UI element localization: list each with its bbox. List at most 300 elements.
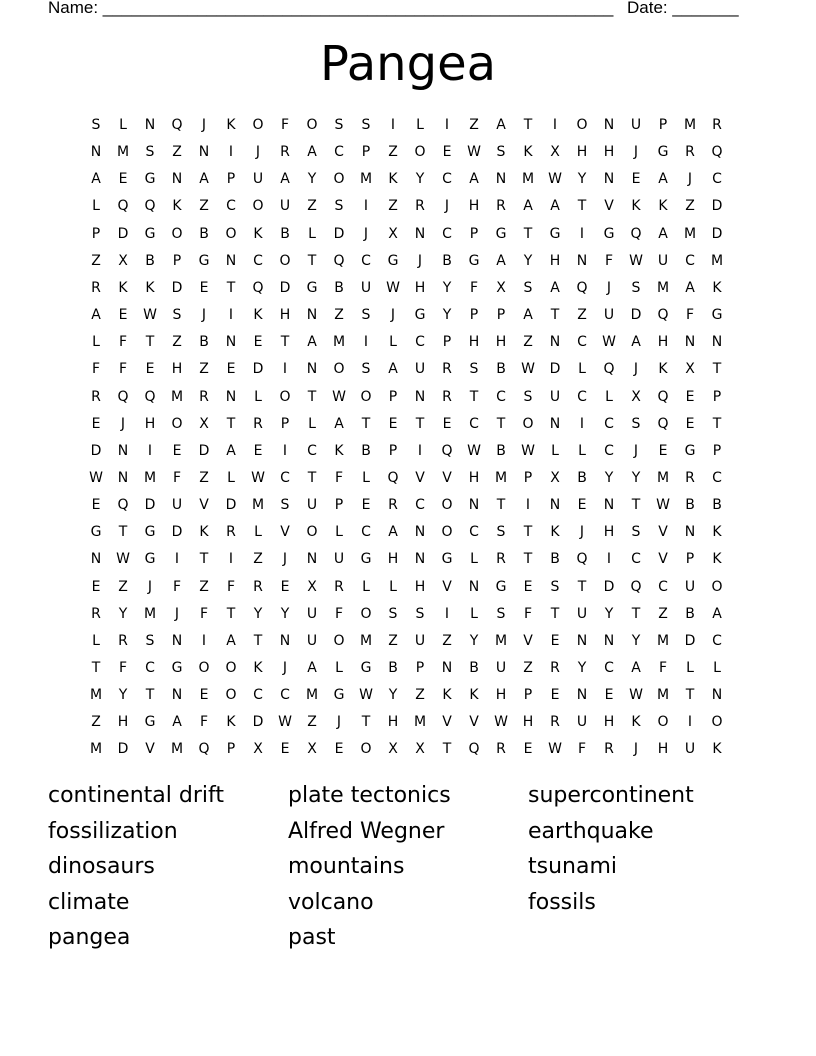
grid-letter: H bbox=[144, 415, 156, 432]
grid-letter: D bbox=[90, 442, 102, 459]
grid-letter: U bbox=[279, 198, 291, 215]
grid-letter: N bbox=[468, 497, 480, 514]
grid-letter: U bbox=[333, 551, 345, 568]
grid-letter: E bbox=[442, 415, 452, 432]
grid-letter: J bbox=[147, 578, 153, 595]
grid-letter: R bbox=[712, 117, 722, 133]
grid-letter: B bbox=[145, 252, 155, 269]
grid-letter: U bbox=[414, 632, 426, 649]
grid-letter: D bbox=[117, 225, 129, 242]
grid-letter: Q bbox=[576, 551, 588, 568]
grid-letter: A bbox=[388, 361, 398, 378]
grid-letter: M bbox=[683, 117, 697, 133]
grid-letter: U bbox=[495, 660, 507, 676]
grid-letter: K bbox=[442, 687, 452, 704]
grid-letter: S bbox=[496, 605, 506, 622]
grid-letter: G bbox=[198, 252, 210, 269]
grid-letter: X bbox=[388, 225, 398, 242]
grid-letter: T bbox=[226, 605, 236, 622]
grid-letter: O bbox=[333, 361, 345, 378]
grid-letter: T bbox=[307, 469, 317, 486]
grid-letter: P bbox=[172, 252, 182, 269]
grid-letter: Y bbox=[442, 307, 452, 324]
grid-letter: C bbox=[226, 198, 236, 215]
grid-letter: P bbox=[388, 442, 398, 459]
grid-letter: P bbox=[685, 551, 695, 568]
grid-letter: P bbox=[226, 171, 236, 188]
grid-letter: I bbox=[363, 198, 369, 215]
grid-letter: G bbox=[468, 252, 480, 269]
grid-letter: C bbox=[253, 687, 263, 704]
grid-letter: N bbox=[414, 524, 426, 541]
grid-letter: Z bbox=[307, 198, 317, 215]
grid-letter: R bbox=[604, 741, 614, 758]
grid-letter: V bbox=[199, 497, 209, 514]
grid-letter: S bbox=[361, 117, 371, 133]
grid-letter: C bbox=[685, 252, 695, 269]
grid-letter: C bbox=[280, 687, 290, 704]
grid-letter: Z bbox=[172, 334, 182, 351]
grid-letter: L bbox=[686, 660, 694, 676]
grid-letter: H bbox=[387, 551, 399, 568]
grid-letter: O bbox=[171, 225, 183, 242]
grid-letter: Q bbox=[711, 144, 723, 161]
grid-letter: H bbox=[603, 144, 615, 161]
grid-letter: Z bbox=[658, 605, 668, 622]
grid-letter: E bbox=[199, 279, 209, 296]
grid-letter: W bbox=[548, 171, 562, 188]
grid-letter: A bbox=[280, 171, 290, 188]
grid-letter: J bbox=[687, 171, 693, 188]
grid-letter: Y bbox=[442, 279, 452, 296]
grid-letter: O bbox=[306, 117, 318, 133]
grid-letter: A bbox=[550, 198, 560, 215]
grid-letter: G bbox=[549, 225, 561, 242]
grid-letter: X bbox=[199, 415, 209, 432]
grid-letter: C bbox=[253, 252, 263, 269]
grid-letter: P bbox=[712, 442, 722, 459]
grid-letter: B bbox=[199, 225, 209, 242]
grid-letter: N bbox=[711, 687, 723, 704]
grid-letter: R bbox=[118, 632, 128, 649]
grid-letter: X bbox=[685, 361, 695, 378]
grid-letter: P bbox=[226, 741, 236, 758]
grid-letter: C bbox=[577, 388, 587, 405]
grid-letter: Y bbox=[118, 687, 128, 704]
grid-letter: K bbox=[631, 714, 641, 731]
grid-letter: T bbox=[415, 415, 425, 432]
grid-letter: H bbox=[522, 714, 534, 731]
grid-letter: Q bbox=[630, 578, 642, 595]
grid-letter: F bbox=[334, 605, 344, 622]
grid-letter: C bbox=[361, 252, 371, 269]
grid-letter: R bbox=[91, 279, 101, 296]
grid-letter: M bbox=[359, 171, 373, 188]
grid-letter: H bbox=[495, 687, 507, 704]
grid-letter: U bbox=[360, 279, 372, 296]
grid-letter: A bbox=[523, 307, 533, 324]
word-list-item: fossilization bbox=[48, 818, 178, 844]
grid-letter: Q bbox=[657, 307, 669, 324]
grid-letter: C bbox=[496, 388, 506, 405]
grid-letter: T bbox=[253, 632, 263, 649]
grid-letter: D bbox=[144, 497, 156, 514]
grid-letter: K bbox=[253, 307, 263, 324]
grid-letter: Y bbox=[253, 605, 263, 622]
grid-letter: J bbox=[201, 117, 207, 133]
grid-letter: U bbox=[306, 497, 318, 514]
grid-letter: P bbox=[712, 388, 722, 405]
grid-letter: S bbox=[523, 279, 533, 296]
grid-letter: P bbox=[91, 225, 101, 242]
grid-letter: T bbox=[712, 415, 722, 432]
grid-letter: R bbox=[199, 388, 209, 405]
grid-letter: M bbox=[170, 388, 184, 405]
grid-letter: G bbox=[90, 524, 102, 541]
grid-letter: G bbox=[657, 144, 669, 161]
grid-letter: Z bbox=[415, 687, 425, 704]
grid-letter: T bbox=[442, 741, 452, 758]
grid-letter: U bbox=[171, 497, 183, 514]
grid-letter: S bbox=[496, 524, 506, 541]
grid-letter: H bbox=[279, 307, 291, 324]
grid-letter: S bbox=[361, 361, 371, 378]
grid-letter: D bbox=[630, 307, 642, 324]
grid-letter: C bbox=[604, 415, 614, 432]
grid-letter: T bbox=[361, 415, 371, 432]
grid-letter: T bbox=[523, 551, 533, 568]
grid-letter: L bbox=[335, 524, 343, 541]
grid-letter: W bbox=[629, 687, 643, 704]
grid-letter: S bbox=[280, 497, 290, 514]
grid-letter: Z bbox=[199, 469, 209, 486]
grid-letter: F bbox=[334, 469, 344, 486]
grid-letter: V bbox=[523, 632, 533, 649]
grid-letter: R bbox=[496, 551, 506, 568]
grid-letter: R bbox=[442, 361, 452, 378]
grid-letter: U bbox=[306, 632, 318, 649]
grid-letter: N bbox=[711, 334, 723, 351]
grid-letter: I bbox=[579, 415, 585, 432]
grid-letter: V bbox=[658, 524, 668, 541]
grid-letter: A bbox=[307, 144, 317, 161]
grid-letter: J bbox=[255, 144, 261, 161]
grid-letter: L bbox=[119, 117, 127, 133]
grid-letter: S bbox=[145, 144, 155, 161]
grid-letter: Z bbox=[442, 632, 452, 649]
grid-letter: O bbox=[711, 578, 723, 595]
grid-letter: N bbox=[441, 660, 453, 676]
name-field-label: Name: ______________________________________________________ bbox=[48, 0, 614, 17]
grid-letter: J bbox=[363, 225, 369, 242]
grid-letter: X bbox=[550, 144, 560, 161]
word-list-item: climate bbox=[48, 889, 130, 915]
grid-letter: Q bbox=[117, 388, 129, 405]
grid-letter: B bbox=[496, 442, 506, 459]
grid-letter: W bbox=[494, 714, 508, 731]
grid-letter: V bbox=[604, 198, 614, 215]
grid-letter: Z bbox=[253, 551, 263, 568]
grid-letter: K bbox=[712, 551, 722, 568]
grid-letter: U bbox=[252, 171, 264, 188]
grid-letter: S bbox=[550, 578, 560, 595]
grid-letter: P bbox=[658, 117, 668, 133]
grid-letter: K bbox=[199, 524, 209, 541]
grid-letter: V bbox=[280, 524, 290, 541]
grid-letter: K bbox=[631, 198, 641, 215]
grid-letter: O bbox=[522, 415, 534, 432]
grid-letter: Q bbox=[252, 279, 264, 296]
grid-letter: U bbox=[684, 578, 696, 595]
grid-letter: R bbox=[550, 714, 560, 731]
grid-letter: A bbox=[658, 225, 668, 242]
grid-letter: N bbox=[198, 144, 210, 161]
grid-letter: S bbox=[172, 307, 182, 324]
grid-letter: L bbox=[578, 361, 586, 378]
grid-letter: Q bbox=[144, 388, 156, 405]
grid-letter: N bbox=[495, 171, 507, 188]
grid-letter: T bbox=[550, 605, 560, 622]
grid-letter: L bbox=[92, 334, 100, 351]
grid-letter: R bbox=[280, 144, 290, 161]
grid-letter: H bbox=[603, 524, 615, 541]
grid-letter: E bbox=[91, 415, 101, 432]
grid-letter: J bbox=[120, 415, 126, 432]
word-list-item: supercontinent bbox=[528, 783, 694, 808]
grid-letter: T bbox=[685, 687, 695, 704]
grid-letter: T bbox=[145, 687, 155, 704]
grid-letter: Z bbox=[469, 117, 479, 133]
grid-letter: U bbox=[630, 117, 642, 133]
grid-letter: D bbox=[549, 361, 561, 378]
grid-letter: N bbox=[414, 225, 426, 242]
grid-letter: T bbox=[523, 524, 533, 541]
grid-letter: T bbox=[199, 551, 209, 568]
grid-letter: L bbox=[308, 415, 316, 432]
grid-letter: A bbox=[523, 198, 533, 215]
grid-letter: P bbox=[523, 687, 533, 704]
grid-letter: Q bbox=[171, 117, 183, 133]
grid-letter: N bbox=[468, 578, 480, 595]
grid-letter: A bbox=[91, 171, 101, 188]
grid-letter: W bbox=[332, 388, 346, 405]
grid-letter: X bbox=[118, 252, 128, 269]
grid-letter: O bbox=[225, 687, 237, 704]
grid-letter: C bbox=[631, 551, 641, 568]
grid-letter: O bbox=[360, 605, 372, 622]
grid-letter: K bbox=[712, 279, 722, 296]
grid-letter: M bbox=[656, 632, 670, 649]
grid-letter: H bbox=[414, 578, 426, 595]
grid-letter: L bbox=[470, 605, 478, 622]
header bbox=[48, 0, 748, 19]
grid-letter: U bbox=[576, 714, 588, 731]
grid-letter: K bbox=[550, 524, 560, 541]
grid-letter: T bbox=[307, 388, 317, 405]
grid-letter: Z bbox=[523, 334, 533, 351]
grid-letter: T bbox=[631, 605, 641, 622]
grid-letter: G bbox=[414, 307, 426, 324]
grid-letter: B bbox=[334, 279, 344, 296]
grid-letter: Z bbox=[199, 578, 209, 595]
grid-letter: F bbox=[523, 605, 533, 622]
grid-letter: X bbox=[496, 279, 506, 296]
word-list-item: continental drift bbox=[48, 783, 224, 808]
grid-letter: N bbox=[414, 551, 426, 568]
grid-letter: M bbox=[251, 497, 265, 514]
grid-letter: E bbox=[253, 334, 263, 351]
grid-letter: F bbox=[172, 578, 182, 595]
grid-letter: Y bbox=[604, 605, 614, 622]
grid-letter: G bbox=[603, 225, 615, 242]
grid-letter: R bbox=[685, 144, 695, 161]
grid-letter: D bbox=[279, 279, 291, 296]
grid-letter: O bbox=[279, 388, 291, 405]
grid-letter: P bbox=[280, 415, 290, 432]
grid-letter: T bbox=[577, 198, 587, 215]
grid-letter: E bbox=[199, 687, 209, 704]
grid-letter: N bbox=[576, 687, 588, 704]
grid-letter: K bbox=[469, 687, 479, 704]
grid-letter: R bbox=[496, 741, 506, 758]
grid-letter: J bbox=[201, 307, 207, 324]
grid-letter: J bbox=[390, 307, 396, 324]
grid-letter: A bbox=[226, 632, 236, 649]
grid-letter: I bbox=[174, 551, 180, 568]
grid-letter: P bbox=[496, 307, 506, 324]
grid-letter: L bbox=[227, 469, 235, 486]
word-list-item: volcano bbox=[288, 889, 374, 915]
grid-letter: W bbox=[602, 334, 616, 351]
grid-letter: M bbox=[89, 687, 103, 704]
grid-letter: W bbox=[467, 144, 481, 161]
grid-letter: B bbox=[442, 252, 452, 269]
grid-letter: O bbox=[225, 660, 237, 676]
grid-letter: C bbox=[280, 469, 290, 486]
grid-letter: E bbox=[280, 578, 290, 595]
grid-letter: G bbox=[495, 225, 507, 242]
grid-letter: V bbox=[658, 551, 668, 568]
grid-letter: O bbox=[360, 388, 372, 405]
grid-letter: C bbox=[604, 442, 614, 459]
grid-letter: T bbox=[469, 388, 479, 405]
grid-letter: B bbox=[577, 469, 587, 486]
grid-letter: D bbox=[711, 198, 723, 215]
grid-letter: N bbox=[684, 334, 696, 351]
grid-letter: V bbox=[442, 714, 452, 731]
grid-letter: S bbox=[469, 361, 479, 378]
grid-letter: J bbox=[282, 660, 288, 676]
grid-letter: R bbox=[442, 388, 452, 405]
grid-letter: C bbox=[469, 415, 479, 432]
grid-letter: I bbox=[444, 117, 450, 133]
grid-letter: J bbox=[174, 605, 180, 622]
grid-letter: Q bbox=[198, 741, 210, 758]
grid-letter: W bbox=[278, 714, 292, 731]
grid-letter: N bbox=[684, 524, 696, 541]
grid-letter: U bbox=[414, 361, 426, 378]
grid-letter: R bbox=[388, 497, 398, 514]
grid-letter: G bbox=[144, 524, 156, 541]
grid-letter: J bbox=[579, 524, 585, 541]
grid-letter: E bbox=[226, 361, 236, 378]
grid-letter: A bbox=[631, 660, 641, 676]
grid-letter: R bbox=[550, 660, 560, 676]
grid-letter: A bbox=[307, 334, 317, 351]
grid-letter: T bbox=[118, 524, 128, 541]
grid-letter: L bbox=[605, 388, 613, 405]
grid-letter: B bbox=[361, 442, 371, 459]
grid-letter: V bbox=[442, 469, 452, 486]
grid-letter: Y bbox=[577, 171, 587, 188]
grid-letter: S bbox=[388, 605, 398, 622]
grid-letter: L bbox=[470, 551, 478, 568]
grid-letter: A bbox=[712, 605, 722, 622]
grid-letter: Z bbox=[118, 578, 128, 595]
grid-letter: W bbox=[116, 551, 130, 568]
grid-letter: K bbox=[334, 442, 344, 459]
grid-letter: W bbox=[521, 442, 535, 459]
grid-letter: N bbox=[414, 388, 426, 405]
grid-letter: R bbox=[685, 469, 695, 486]
grid-letter: E bbox=[253, 442, 263, 459]
grid-letter: E bbox=[145, 361, 155, 378]
grid-letter: O bbox=[225, 225, 237, 242]
grid-letter: I bbox=[417, 442, 423, 459]
grid-letter: C bbox=[712, 469, 722, 486]
grid-letter: C bbox=[415, 497, 425, 514]
grid-letter: V bbox=[469, 714, 479, 731]
date-field-label: Date: _______ bbox=[627, 0, 739, 17]
grid-letter: O bbox=[441, 524, 453, 541]
grid-letter: Z bbox=[388, 632, 398, 649]
grid-letter: K bbox=[523, 144, 533, 161]
grid-letter: S bbox=[361, 307, 371, 324]
grid-letter: D bbox=[252, 361, 264, 378]
grid-letter: K bbox=[658, 198, 668, 215]
grid-letter: H bbox=[603, 714, 615, 731]
grid-letter: M bbox=[89, 741, 103, 758]
grid-letter: A bbox=[199, 171, 209, 188]
grid-letter: E bbox=[577, 497, 587, 514]
grid-letter: F bbox=[118, 334, 128, 351]
grid-letter: J bbox=[336, 714, 342, 731]
grid-letter: E bbox=[523, 578, 533, 595]
grid-letter: C bbox=[442, 225, 452, 242]
grid-letter: Q bbox=[657, 415, 669, 432]
word-list-item: past bbox=[288, 925, 336, 951]
grid-letter: D bbox=[711, 225, 723, 242]
grid-letter: V bbox=[415, 469, 425, 486]
grid-letter: G bbox=[684, 442, 696, 459]
grid-letter: G bbox=[171, 660, 183, 676]
grid-letter: N bbox=[603, 117, 615, 133]
grid-letter: A bbox=[496, 252, 506, 269]
grid-letter: Q bbox=[657, 388, 669, 405]
grid-letter: T bbox=[280, 334, 290, 351]
grid-letter: N bbox=[90, 551, 102, 568]
grid-letter: D bbox=[171, 279, 183, 296]
grid-letter: F bbox=[118, 660, 128, 676]
grid-letter: E bbox=[658, 442, 668, 459]
grid-letter: K bbox=[712, 524, 722, 541]
grid-letter: F bbox=[280, 117, 290, 133]
grid-letter: Y bbox=[577, 660, 587, 676]
grid-letter: L bbox=[92, 198, 100, 215]
grid-letter: X bbox=[388, 741, 398, 758]
grid-letter: N bbox=[171, 632, 183, 649]
grid-letter: D bbox=[225, 497, 237, 514]
